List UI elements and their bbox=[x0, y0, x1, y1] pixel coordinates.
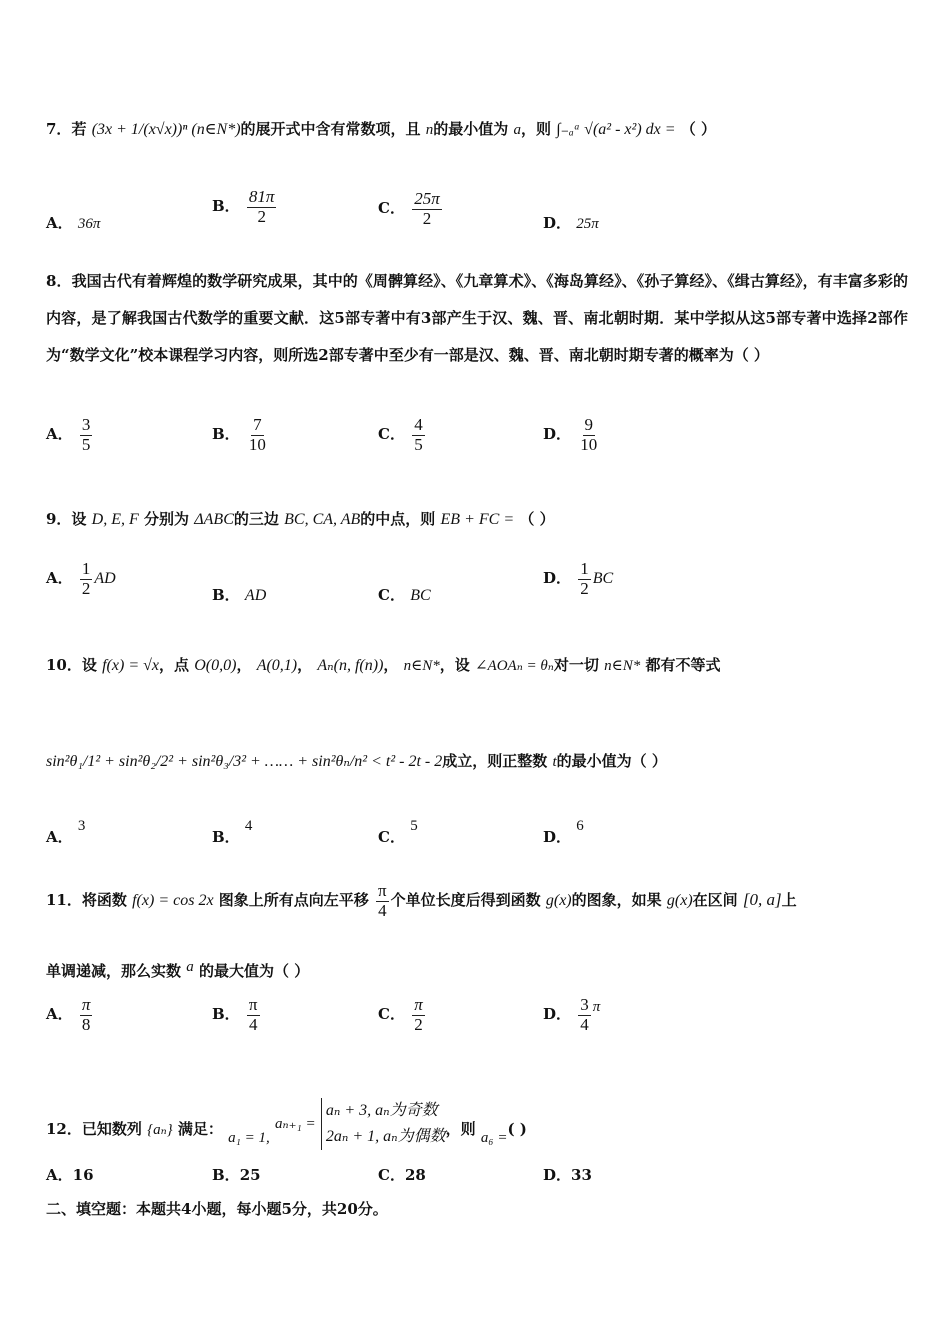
option-fraction bbox=[247, 996, 260, 1034]
q12-stem bbox=[46, 1104, 527, 1156]
fraction-denominator: 5 bbox=[81, 434, 91, 454]
option-vector: AD bbox=[244, 587, 267, 604]
option-value: 33 bbox=[571, 1166, 592, 1184]
option-label: C． bbox=[378, 1166, 405, 1184]
q11-stem-line2 bbox=[46, 960, 309, 981]
q11-function: f(x) = cos 2x bbox=[132, 892, 214, 910]
q11-g2: g(x) bbox=[666, 892, 693, 910]
option-label: A． bbox=[46, 569, 73, 588]
q8-option-c[interactable] bbox=[378, 416, 427, 454]
fraction-numerator: 3 bbox=[580, 995, 589, 1014]
option-label: A． bbox=[46, 214, 73, 232]
q10-option-b[interactable] bbox=[212, 818, 253, 847]
q9-option-d[interactable] bbox=[543, 560, 613, 598]
q7-option-b[interactable] bbox=[212, 188, 278, 226]
q12-case-odd: aₙ + 3, aₙ为奇数 bbox=[325, 1102, 438, 1119]
option-value: 5 bbox=[410, 818, 418, 834]
fraction-denominator: 2 bbox=[414, 1014, 423, 1034]
q11-stem bbox=[46, 882, 797, 920]
q10-option-d[interactable] bbox=[543, 818, 584, 847]
q10-point-a: A(0,1) bbox=[256, 657, 298, 674]
q10-option-a[interactable] bbox=[46, 818, 86, 847]
q7-option-a[interactable] bbox=[46, 212, 100, 233]
fraction-denominator: 4 bbox=[378, 900, 387, 920]
option-label: D． bbox=[543, 1166, 572, 1184]
q11-text3: 的图象，如果 bbox=[571, 891, 662, 910]
q10-point-an: Aₙ(n, f(n)) bbox=[317, 657, 384, 674]
option-label: D． bbox=[543, 214, 572, 232]
q11-option-c[interactable] bbox=[378, 996, 427, 1034]
option-label: C． bbox=[378, 1005, 405, 1024]
option-value: 3 bbox=[77, 818, 86, 834]
option-label: C． bbox=[378, 586, 405, 604]
option-label: C． bbox=[378, 828, 405, 846]
option-fraction bbox=[578, 996, 591, 1034]
q10-stem: 10．设 f(x) = √x，点 O(0,0)， A(0,1)， Aₙ(n, f(n))， n∈N*，设 ∠AOAₙ = θₙ对一切 n∈N* 都有不等式 bbox=[46, 656, 721, 674]
option-value: 28 bbox=[404, 1166, 426, 1184]
q11-interval: [0, a] bbox=[742, 890, 782, 910]
q12-a1: a₁ = 1, bbox=[228, 1130, 270, 1146]
option-label: A． bbox=[46, 828, 73, 846]
fraction-numerator: π bbox=[414, 995, 423, 1014]
q12-sequence: {aₙ} bbox=[147, 1122, 173, 1138]
q12-paren: ( ) bbox=[507, 1120, 527, 1138]
q12-a6: a₆ = bbox=[480, 1130, 508, 1146]
option-label: D． bbox=[543, 569, 572, 588]
option-value: 25π bbox=[576, 216, 599, 232]
q9-stem bbox=[46, 508, 555, 529]
q11-text7: 的最大值为（ ） bbox=[198, 962, 310, 980]
q12-text1: 满足： bbox=[177, 1120, 223, 1138]
option-value: 6 bbox=[576, 818, 584, 834]
q9-option-c[interactable] bbox=[378, 584, 431, 605]
q9-sides: BC, CA, AB bbox=[284, 511, 361, 528]
option-label: B． bbox=[212, 1005, 240, 1024]
fraction-numerator: 81π bbox=[248, 187, 275, 206]
option-pi: π bbox=[592, 999, 601, 1016]
option-label: A． bbox=[46, 425, 73, 444]
option-label: A． bbox=[46, 1166, 73, 1184]
q9-paren: （ ） bbox=[519, 510, 555, 528]
option-label: D． bbox=[543, 828, 572, 846]
q12-text2: ，则 bbox=[445, 1120, 476, 1138]
option-vector: BC bbox=[592, 570, 614, 588]
option-label: B． bbox=[212, 586, 240, 604]
q11-a: a bbox=[186, 959, 194, 975]
option-vector: AD bbox=[94, 570, 116, 588]
q11-number: 11．将函数 bbox=[46, 891, 127, 910]
q9-points: D, E, F bbox=[91, 511, 139, 528]
q10-t: t bbox=[552, 754, 557, 770]
q8-option-d[interactable] bbox=[543, 416, 601, 454]
q7-n: n bbox=[425, 122, 434, 138]
q12-option-d[interactable] bbox=[543, 1164, 592, 1185]
option-label: C． bbox=[378, 425, 405, 444]
fraction-numerator: 1 bbox=[580, 559, 589, 578]
q9-option-b[interactable] bbox=[212, 584, 266, 605]
fraction-numerator: 9 bbox=[584, 415, 593, 434]
q9-text1: 分别为 bbox=[144, 510, 190, 528]
q12-cases bbox=[321, 1098, 446, 1150]
q9-triangle: ΔABC bbox=[194, 511, 234, 528]
q10-text1: ，点 bbox=[159, 656, 190, 674]
option-fraction bbox=[578, 416, 599, 454]
option-fraction bbox=[247, 416, 268, 454]
option-fraction bbox=[247, 188, 277, 226]
option-fraction bbox=[80, 996, 93, 1034]
q10-inequality-line bbox=[46, 750, 667, 771]
option-value: 25 bbox=[239, 1166, 261, 1184]
option-label: D． bbox=[543, 1005, 572, 1024]
q10-nset: n∈N* bbox=[403, 658, 440, 674]
option-label: B． bbox=[212, 828, 240, 846]
q12-option-a[interactable] bbox=[46, 1164, 94, 1185]
fraction-numerator: 7 bbox=[253, 415, 262, 434]
fraction-denominator: 2 bbox=[81, 578, 91, 598]
fraction-numerator: 1 bbox=[81, 559, 91, 578]
q12-case-even: 2aₙ + 1, aₙ为偶数 bbox=[325, 1128, 446, 1145]
q7-binomial: (3x + 1/(x√x))ⁿ (n∈N*) bbox=[91, 121, 241, 138]
option-label: B． bbox=[212, 1166, 240, 1184]
fraction-denominator: 2 bbox=[580, 578, 589, 598]
q7-paren: （ ） bbox=[680, 120, 717, 138]
q9-text2: 的三边 bbox=[233, 510, 279, 528]
q10-text2: ，设 bbox=[439, 656, 470, 674]
fraction-denominator: 10 bbox=[580, 434, 598, 454]
q7-option-d[interactable] bbox=[543, 212, 599, 233]
q10-nset2: n∈N* bbox=[604, 658, 641, 674]
q11-option-b[interactable] bbox=[212, 996, 262, 1034]
q12-option-b[interactable] bbox=[212, 1164, 261, 1185]
q7-a: a bbox=[513, 122, 522, 138]
q10-text6: 的最小值为（ ） bbox=[556, 752, 667, 770]
q11-g: g(x) bbox=[545, 892, 572, 910]
q11-text4: 在区间 bbox=[692, 891, 738, 910]
option-label: B． bbox=[212, 197, 240, 216]
q7-stem bbox=[46, 118, 716, 139]
option-label: D． bbox=[543, 425, 572, 444]
option-label: A． bbox=[46, 1005, 73, 1024]
fraction-denominator: 10 bbox=[248, 434, 266, 454]
q11-text1: 图象上所有点向左平移 bbox=[218, 891, 369, 910]
fraction-denominator: 2 bbox=[257, 206, 266, 226]
q7-word-ruo: 若 bbox=[71, 120, 87, 138]
q12-number: 12．已知数列 bbox=[46, 1120, 142, 1138]
fraction-denominator: 5 bbox=[414, 434, 423, 454]
q10-function: f(x) = √x bbox=[102, 657, 159, 674]
q9-number: 9．设 bbox=[46, 510, 87, 528]
option-fraction bbox=[80, 560, 93, 598]
fraction-numerator: π bbox=[378, 881, 387, 900]
option-fraction bbox=[412, 190, 442, 228]
q8-option-b[interactable] bbox=[212, 416, 270, 454]
q11-text2: 个单位长度后得到函数 bbox=[390, 891, 541, 910]
option-vector: BC bbox=[410, 587, 431, 604]
q11-text6: 单调递减，那么实数 bbox=[46, 962, 182, 980]
q10-text3: 对一切 bbox=[553, 656, 599, 674]
q7-number: 7． bbox=[46, 120, 72, 138]
option-value: 36π bbox=[77, 216, 101, 232]
fraction-numerator: 3 bbox=[81, 415, 91, 434]
q10-number: 10．设 bbox=[46, 656, 97, 674]
fraction-numerator: 25π bbox=[414, 189, 440, 208]
fraction-denominator: 4 bbox=[248, 1014, 258, 1034]
q7-option-c[interactable] bbox=[378, 190, 444, 228]
q11-option-a[interactable] bbox=[46, 996, 94, 1034]
q10-text5: 成立，则正整数 bbox=[442, 752, 548, 770]
fraction-numerator: π bbox=[248, 995, 258, 1014]
q9-option-a[interactable] bbox=[46, 560, 116, 598]
option-fraction bbox=[80, 416, 93, 454]
q10-option-c[interactable] bbox=[378, 818, 418, 847]
fraction-denominator: 4 bbox=[580, 1014, 589, 1034]
q11-text5: 上 bbox=[781, 891, 797, 910]
fraction-numerator: π bbox=[81, 995, 91, 1014]
q8-stem: 8．我国古代有着辉煌的数学研究成果，其中的《周髀算经》、《九章算术》、《海岛算经》、《孙子算经》、《缉古算经》，有丰富多彩的内容，是了解我国古代数学的重要文献．这5部专著中有3部产生于汉、魏、晋、南北朝时期．某中学拟从这5部专著中选择2部作为“数学文化”校本课程学习内容，则所选2部专著中至少有一部是汉、魏、晋、南北朝时期专著的概率为（ ） bbox=[46, 272, 908, 364]
q7-text2: 的最小值为 bbox=[433, 120, 509, 138]
q10-text4: 都有不等式 bbox=[645, 656, 721, 674]
q11-option-d[interactable] bbox=[543, 996, 600, 1034]
option-fraction bbox=[412, 996, 425, 1034]
option-label: C． bbox=[378, 199, 405, 218]
q12-recurrence: aₙ₊₁ = bbox=[275, 1116, 316, 1132]
option-value: 16 bbox=[72, 1166, 94, 1184]
option-value: 4 bbox=[244, 818, 253, 834]
section-heading-fill-in: 二、填空题：本题共4小题，每小题5分，共20分。 bbox=[46, 1200, 388, 1218]
q7-text3: ，则 bbox=[521, 120, 552, 138]
q12-option-c[interactable] bbox=[378, 1164, 426, 1185]
fraction-denominator: 8 bbox=[81, 1014, 91, 1034]
q11-shift-fraction bbox=[376, 882, 389, 920]
fraction-numerator: 4 bbox=[414, 415, 423, 434]
option-label: B． bbox=[212, 425, 240, 444]
q7-text1: 的展开式中含有常数项，且 bbox=[240, 120, 421, 138]
option-fraction bbox=[578, 560, 591, 598]
fraction-denominator: 2 bbox=[422, 208, 432, 228]
q7-integral: ∫₋ₐᵃ √(a² - x²) dx = bbox=[556, 121, 676, 138]
q10-inequality: sin²θ₁/1² + sin²θ₂/2² + sin²θ₃/3² + …… + sin²θₙ/n² < t² - 2t - 2 bbox=[46, 753, 443, 770]
q9-expression: EB + FC = bbox=[440, 511, 515, 528]
q9-text3: 的中点，则 bbox=[360, 510, 436, 528]
q10-point-o: O(0,0) bbox=[194, 657, 237, 674]
q8-option-a[interactable] bbox=[46, 416, 94, 454]
q10-angle: ∠AOAₙ = θₙ bbox=[474, 658, 554, 674]
option-fraction bbox=[412, 416, 425, 454]
